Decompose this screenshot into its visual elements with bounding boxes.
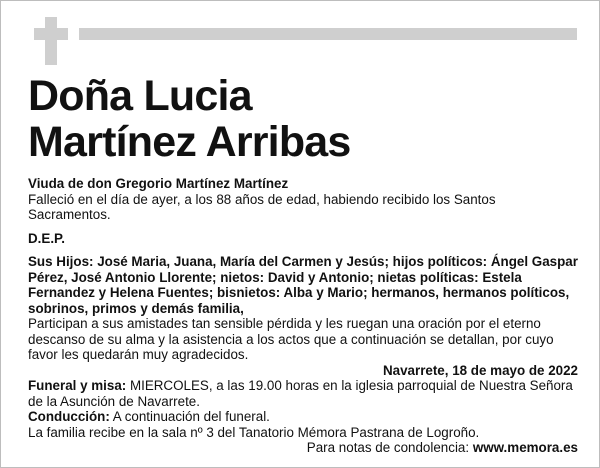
notice-body	[28, 176, 578, 456]
cross-icon	[34, 17, 68, 65]
condolences-text: Para notas de condolencia:	[306, 440, 473, 455]
reception-line: La familia recibe en la sala nº 3 del Tanatorio Mémora Pastrana de Logroño.	[28, 424, 480, 440]
conduction-label: Conducción:	[28, 409, 110, 424]
deceased-name-line2: Martínez Arribas	[28, 118, 351, 166]
funeral-text: MIERCOLES, a las 19.00 horas en la iglesia parroquial de Nuestra Señora de la Asunción de Navarrete.	[28, 378, 573, 409]
condolences-line	[28, 440, 578, 456]
conduction-line	[28, 409, 578, 425]
dep-line: D.E.P.	[28, 230, 65, 246]
place-date: Navarrete, 18 de mayo de 2022	[382, 362, 578, 378]
condolences-link[interactable]: www.memora.es	[472, 440, 578, 455]
family-list: Sus Hijos: José Maria, Juana, María del Carmen y Jesús; hijos políticos: Ángel Gaspar Pérez, José Antonio Llorente; nietos: David y Antonio; nietas políticas: Estela Fernandez y Helena Fuentes; bisnietos: Alba y Mario; hermanos, hermanos políticos, sobrinos, primos y demás familia,	[28, 254, 578, 316]
funeral-label: Funeral y misa:	[28, 378, 127, 393]
request-text: Participan a sus amistades tan sensible pérdida y les ruegan una oración por el eterno descanso de su alma y la asistencia a los actos que a continuación se detallan, por cuyo favor les quedarán muy agradecidos.	[28, 316, 554, 362]
funeral-line	[28, 378, 578, 409]
widow-line: Viuda de don Gregorio Martínez Martínez	[28, 176, 289, 191]
deceased-name	[28, 73, 351, 165]
header-rule	[79, 28, 577, 40]
conduction-text: A continuación del funeral.	[109, 409, 270, 424]
death-notice: Falleció en el día de ayer, a los 88 años de edad, habiendo recibido los Santos Sacramentos.	[28, 191, 496, 222]
deceased-name-line1: Doña Lucia	[28, 72, 252, 120]
